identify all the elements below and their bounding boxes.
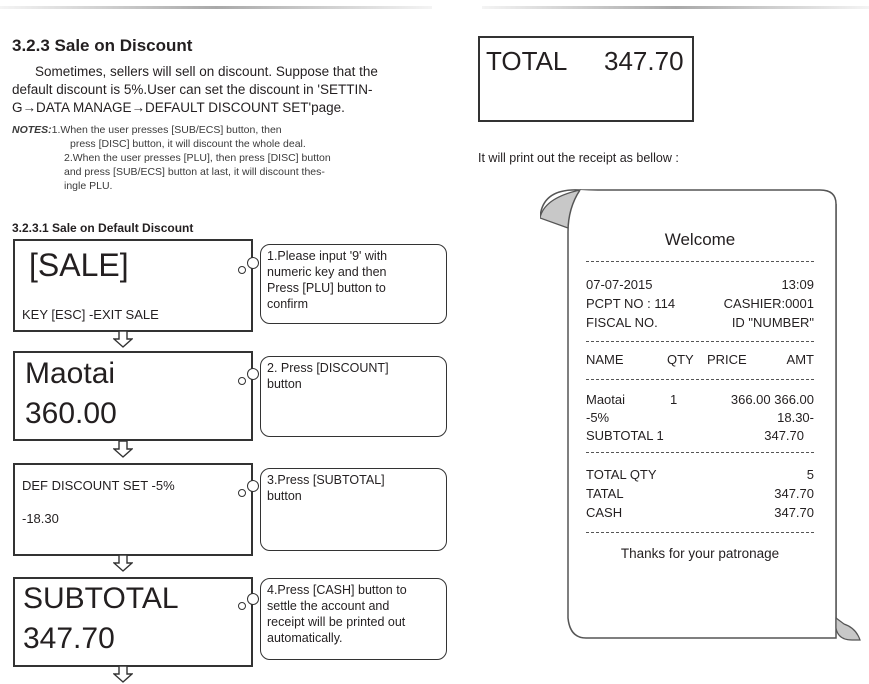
receipt-divider bbox=[586, 261, 814, 263]
down-arrow-icon bbox=[113, 665, 133, 683]
receipt-disc-label: -5% bbox=[586, 410, 610, 425]
section-heading: 3.2.3 Sale on Discount bbox=[12, 36, 193, 55]
receipt-fiscal-row bbox=[586, 315, 814, 330]
bubble-1-line-2: numeric key and then bbox=[267, 265, 387, 279]
bubble-1-line-1: 1.Please input '9' with bbox=[267, 249, 388, 263]
receipt-cash-label: CASH bbox=[586, 505, 623, 520]
lcd-sale-top: [SALE] bbox=[29, 247, 129, 283]
receipt-col-qty: QTY bbox=[667, 352, 694, 367]
intro-line-1: Sometimes, sellers will sell on discount. Suppose that the bbox=[35, 64, 378, 79]
lcd-display-total bbox=[478, 36, 694, 122]
lcd-subtotal-top: SUBTOTAL bbox=[23, 582, 179, 615]
bubble-3-line-2: button bbox=[267, 489, 302, 503]
receipt-disc-row bbox=[586, 410, 814, 425]
right-header-rule bbox=[482, 6, 869, 9]
receipt-total-qty-label: TOTAL QTY bbox=[586, 467, 657, 482]
receipt-item-qty: 1 bbox=[670, 392, 678, 407]
down-arrow-icon bbox=[113, 554, 133, 572]
thought-circle-small bbox=[238, 377, 246, 385]
bubble-step-1 bbox=[260, 244, 447, 324]
bubble-2-line-2: button bbox=[267, 377, 302, 391]
bubble-step-2 bbox=[260, 356, 447, 437]
lcd-total-label: TOTAL bbox=[486, 46, 568, 76]
receipt-cash-row bbox=[586, 505, 814, 520]
receipt-divider bbox=[586, 379, 814, 381]
receipt-tatal-value: 347.70 bbox=[774, 486, 814, 501]
notes-line-4: and press [SUB/ECS] button at last, it will discount thes- bbox=[64, 166, 325, 178]
subsection-heading: 3.2.3.1 Sale on Default Discount bbox=[12, 221, 194, 235]
receipt-date-row bbox=[586, 277, 814, 292]
thought-circle-large bbox=[247, 593, 259, 605]
bubble-step-3 bbox=[260, 468, 447, 551]
receipt-fiscal: FISCAL NO. bbox=[586, 315, 658, 330]
print-instruction: It will print out the receipt as bellow : bbox=[478, 151, 679, 165]
bubble-2-line-1: 2. Press [DISCOUNT] bbox=[267, 361, 389, 375]
notes-text-1: 1.When the user presses [SUB/ECS] button, then bbox=[51, 124, 282, 136]
receipt-cash-value: 347.70 bbox=[774, 505, 814, 520]
receipt-item-price-amt: 366.00 366.00 bbox=[730, 392, 814, 407]
bubble-step-4 bbox=[260, 578, 447, 660]
lcd-display-item bbox=[13, 351, 253, 441]
notes-line-2: press [DISC] button, it will discount the whole deal. bbox=[70, 138, 306, 150]
receipt-welcome: Welcome bbox=[664, 230, 736, 249]
lcd-display-subtotal bbox=[13, 577, 253, 667]
left-header-rule bbox=[0, 6, 432, 9]
receipt-thanks: Thanks for your patronage bbox=[620, 546, 780, 561]
bubble-1-line-3: Press [PLU] button to bbox=[267, 281, 386, 295]
receipt-col-name: NAME bbox=[586, 352, 624, 367]
thought-circle-small bbox=[238, 489, 246, 497]
receipt-tatal-row bbox=[586, 486, 814, 501]
receipt-total-qty-row bbox=[586, 467, 814, 482]
notes-tag: NOTES: bbox=[12, 124, 52, 136]
thought-circle-large bbox=[247, 368, 259, 380]
thought-circle-large bbox=[247, 257, 259, 269]
receipt-subtotal-value: 347.70 bbox=[764, 428, 804, 443]
receipt-col-price: PRICE bbox=[707, 352, 747, 367]
receipt-divider bbox=[586, 341, 814, 343]
receipt-disc-value: 18.30- bbox=[777, 410, 814, 425]
bubble-4-line-1: 4.Press [CASH] button to bbox=[267, 583, 407, 597]
bubble-1-line-4: confirm bbox=[267, 297, 308, 311]
thought-circle-small bbox=[238, 602, 246, 610]
lcd-item-bottom: 360.00 bbox=[25, 397, 117, 430]
receipt-cashier: CASHIER:0001 bbox=[723, 296, 814, 311]
notes-line-1 bbox=[12, 124, 282, 138]
receipt-fiscal-id: ID "NUMBER" bbox=[731, 315, 814, 330]
receipt-time: 13:09 bbox=[781, 277, 814, 292]
lcd-subtotal-bottom: 347.70 bbox=[23, 622, 115, 655]
receipt-pcpt: PCPT NO : 114 bbox=[586, 296, 676, 311]
lcd-display-sale bbox=[13, 239, 253, 332]
bubble-4-line-2: settle the account and bbox=[267, 599, 390, 613]
bubble-4-line-4: automatically. bbox=[267, 631, 343, 645]
lcd-total-value: 347.70 bbox=[604, 46, 684, 76]
lcd-item-top: Maotai bbox=[25, 357, 116, 390]
receipt-divider bbox=[586, 452, 814, 454]
receipt-subtotal-label: SUBTOTAL 1 bbox=[586, 428, 664, 443]
receipt-item-row bbox=[586, 392, 814, 407]
receipt-col-amt: AMT bbox=[786, 352, 814, 367]
receipt-total-qty-value: 5 bbox=[806, 467, 814, 482]
lcd-discount-bottom: -18.30 bbox=[22, 511, 59, 526]
notes-line-5: ingle PLU. bbox=[64, 180, 113, 192]
lcd-sale-bottom: KEY [ESC] -EXIT SALE bbox=[22, 307, 159, 322]
lcd-display-discount bbox=[13, 463, 253, 556]
bubble-4-line-3: receipt will be printed out bbox=[267, 615, 406, 629]
receipt-tatal-label: TATAL bbox=[586, 486, 624, 501]
lcd-discount-top: DEF DISCOUNT SET -5% bbox=[22, 478, 175, 493]
down-arrow-icon bbox=[113, 330, 133, 348]
down-arrow-icon bbox=[113, 440, 133, 458]
receipt-pcpt-row bbox=[586, 296, 814, 311]
receipt-subtotal-row bbox=[586, 428, 814, 443]
receipt-header-row bbox=[586, 352, 814, 367]
thought-circle-large bbox=[247, 480, 259, 492]
thought-circle-small bbox=[238, 266, 246, 274]
bubble-3-line-1: 3.Press [SUBTOTAL] bbox=[267, 473, 385, 487]
receipt-date: 07-07-2015 bbox=[586, 277, 653, 292]
intro-line-2: default discount is 5%.User can set the discount in 'SETTIN- bbox=[12, 82, 373, 97]
receipt-divider bbox=[586, 532, 814, 534]
notes-line-3: 2.When the user presses [PLU], then press [DISC] button bbox=[64, 152, 331, 164]
receipt-item-name: Maotai bbox=[586, 392, 626, 407]
intro-line-3: G→DATA MANAGE→DEFAULT DISCOUNT SET'page. bbox=[12, 100, 345, 115]
